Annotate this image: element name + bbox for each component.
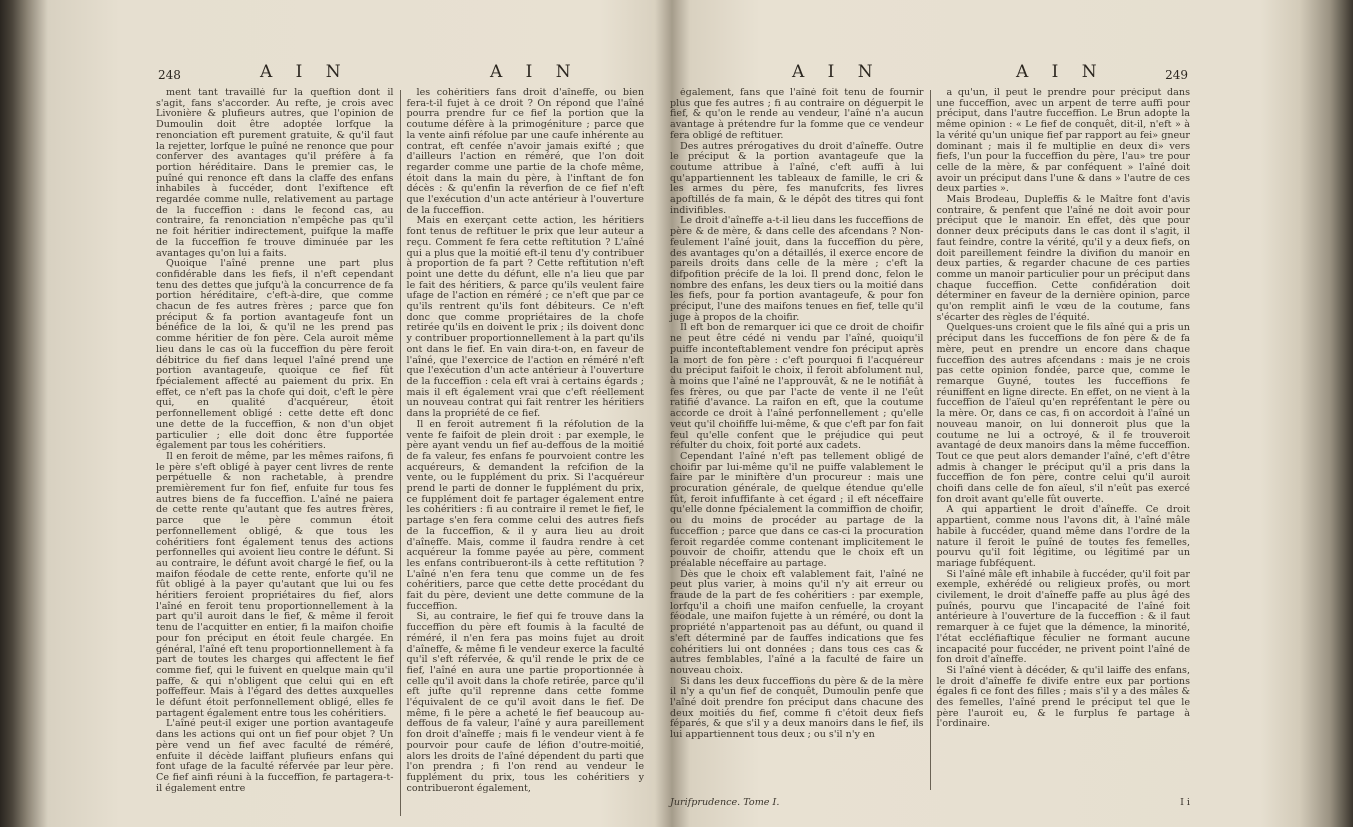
paragraph: Des autres prérogatives du droit d'aîneffe. Outre le préciput & la portion avantageufe que la coutume attribue à l'aîné, c'eft auffi à lui qu'appartiennent les tableaux de famille, le cri & les armes du père, fes manufcrits, fes livres apoftillés de fa main, & le dépôt des titres qui font indivifibles.	[670, 140, 924, 216]
paragraph: Quelques-uns croient que le fils aîné qui a pris un préciput dans les fucceffions de fon père & de fa mère, peut en prendre un encore dans chaque fucceffion des autres afcendans : mais je ne crois pas cette opinion fondée, parce que, comme le remarque Guyné, toutes les fucceffions fe réuniffent en ligne directe. En effet, on ne vient à la fucceffion de l'aïeul qu'en repréfentant le père ou la mère. Or, dans ce cas, fi on accordoit à l'aîné un nouveau manoir, on lui donneroit plus que la coutume ne lui a octroyé, & il fe trouveroit avantagé de deux manoirs dans la même fucceffion. Tout ce que peut alors demander l'aîné, c'eft d'être admis à changer le préciput qu'il a pris dans la fucceffion de fon père, contre celui qu'il auroit choifi dans celle de fon aïeul, s'il n'eût pas exercé fon droit avant qu'elle fût ouverte.	[936, 322, 1190, 505]
paragraph: ment tant travaillé fur la queftion dont il s'agit, fans s'accorder. Au refte, je crois avec Livonière & plufieurs autres, que l'opinion de Dumoulin doit être adoptée lorfque la renonciation eft purement gratuite, & qu'il faut la rejetter, lorfque le puîné ne renonce que pour conferver des avantages qu'il préfère à fa portion héréditaire. Dans le premier cas, le puîné qui renonce eft dans la claffe des enfans inhabiles à fuccéder, dont l'exiftence eft regardée comme nulle, relativement au partage de la fucceffion : dans le fecond cas, au contraire, fa renonciation n'empêche pas qu'il ne foit héritier indirectement, puifque la maffe de la fucceffion fe trouve diminuée par les avantages qu'on lui a faits.	[156, 88, 394, 259]
signature-line: Jurifprudence. Tome I.	[670, 797, 780, 808]
right-page-header	[664, 58, 1196, 86]
paragraph: également, fans que l'aîné foit tenu de fournir plus que fes autres ; fi au contraire on déguerpit le fief, & qu'on le rende au vendeur, l'aîné n'a aucun avantage à prétendre fur la fomme que ce vendeur fera obligé de reftituer.	[670, 88, 924, 141]
paragraph: a qu'un, il peut le prendre pour préciput dans une fucceffion, avec un arpent de terre auffi pour préciput, dans l'autre fucceffion. Le Brun adopte la même opinion : « Le fief de conquêt, dit-il, n'eft » à la vérité qu'un unique fief par rapport au fei» gneur dominant ; mais il fe multiplie en deux di» vers fiefs, l'un pour la fucceffion du père, l'au» tre pour celle de la mère, & par conféquent » l'aîné doit avoir un préciput dans l'une & dans » l'autre de ces deux parties ».	[936, 88, 1190, 195]
paragraph: Mais Brodeau, Dupleffis & le Maître font d'avis contraire, & penfent que l'aîné ne doit avoir pour préciput que le manoir. En effet, dès que pour donner deux préciputs dans le cas dont il s'agit, il faut feindre, contre la vérité, qu'il y a deux fiefs, on doit pareillement feindre la divifion du manoir en deux parties, & regarder chacune de ces parties comme un manoir particulier pour un préciput dans chaque fucceffion. Cette confidération doit déterminer en faveur de la dernière opinion, parce qu'on remplit ainfi le vœu de la coutume, fans s'écarter des règles de l'équité.	[936, 194, 1190, 323]
running-head: A I N	[792, 62, 882, 82]
paragraph: Mais en exerçant cette action, les héritiers font tenus de reftituer le prix que leur auteur a reçu. Comment fe fera cette reftitution ? L'aîné qui a plus que la moitié eft-il tenu d'y contribuer à proportion de fa part ? Cette reftitution n'eft point une dette du défunt, elle n'a lieu que par le fait des héritiers, & parce qu'ils veulent faire ufage de l'action en réméré ; ce n'eft que par ce qu'ils rentrent qu'ils font débiteurs. Ce n'eft donc que comme propriétaires de la chofe retirée qu'ils en doivent le prix ; ils doivent donc y contribuer proportionnellement à la part qu'ils ont dans le fief. En vain dira-t-on, en faveur de l'aîné, que l'exercice de l'action en réméré n'eft que l'exécution d'un acte antérieur à l'ouverture de la fucceffion : cela eft vrai à certains égards ; mais il eft également vrai que c'eft réellement un nouveau contrat qui fait rentrer les héritiers dans la propriété de ce fief.	[406, 215, 644, 420]
text-column	[664, 88, 930, 792]
paragraph: Si l'aîné vient à décéder, & qu'il laiffe des enfans, le droit d'aîneffe fe divife entre eux par portions égales fi ce font des filles ; mais s'il y a des mâles & des femelles, l'aîné prend le préciput tel que le père l'auroit eu, & le furplus fe partage à l'ordinaire.	[936, 664, 1190, 730]
paragraph: Il eft bon de remarquer ici que ce droit de choifir ne peut être cédé ni vendu par l'aîné, quoiqu'il puiffe inconteftablement vendre fon préciput après la mort de fon père : c'eft pourquoi fi l'acquéreur du préciput faifoit le choix, il feroit abfolument nul, à moins que l'aîné ne l'approuvât, & ne le notifiât à fes frères, ou que par l'acte de vente il ne l'eût ratifié d'avance. La raifon en eft, que la coutume accorde ce droit à l'aîné perfonnellement ; qu'elle veut qu'il choififfe lui-même, & que c'eft par fon fait feul qu'elle confent que le préjudice qui peut réfulter du choix, foit porté aux cadets.	[670, 322, 924, 452]
running-head: A I N	[490, 62, 580, 82]
paragraph: Cependant l'aîné n'eft pas tellement obligé de choifir par lui-même qu'il ne puiffe valablement le faire par le miniftère d'un procureur : mais une procuration générale, de quelque étendue qu'elle fût, feroit infuffifante à cet égard ; il eft néceffaire qu'elle donne fpécialement la commiffion de choifir, ou du moins de procéder au partage de la fucceffion ; parce que dans ce cas-ci la procuration feroit regardée comme contenant implicitement le pouvoir de choifir, attendu que le choix eft un préalable néceffaire au partage.	[670, 450, 924, 569]
paragraph: Il en feroit de même, par les mêmes raifons, fi le père s'eft obligé à payer cent livres de rente perpétuelle & non rachetable, à prendre premièrement fur fon fief, enfuite fur tous fes autres biens de fa fucceffion. L'aîné ne paiera de cette rente qu'autant que fes autres frères, parce que le père commun étoit perfonnellement obligé, & que tous les cohéritiers font également tenus des actions perfonnelles qui avoient lieu contre le défunt. Si au contraire, le défunt avoit chargé le fief, ou la maifon féodale de cette rente, enforte qu'il ne fût obligé à la payer qu'autant que lui ou fes héritiers feroient propriétaires du fief, alors l'aîné en feroit tenu proportionnellement à la part qu'il auroit dans le fief, & même il feroit tenu de l'acquitter en entier, fi la maifon choifie pour fon préciput en étoit feule chargée. En général, l'aîné eft tenu proportionnellement à fa part de toutes les charges qui affectent le fief comme fief, qui le fuivent en quelque main qu'il paffe, & qui n'obligent que celui qui en eft poffeffeur. Mais à l'égard des dettes auxquelles le défunt étoit perfonnellement obligé, elles fe partagent également entre tous les cohéritiers.	[156, 450, 394, 719]
paragraph: Si dans les deux fucceffions du père & de la mère il n'y a qu'un fief de conquêt, Dumoulin penfe que l'aîné doit prendre fon préciput dans chacune des deux moitiés du fief, comme fi c'étoit deux fiefs féparés, & que s'il y a deux manoirs dans le fief, ils lui appartiennent tous deux ; ou s'il n'y en	[670, 675, 924, 741]
paragraph: Quoique l'aîné prenne une part plus confidérable dans les fiefs, il n'eft cependant tenu des dettes que jufqu'à la concurrence de fa portion héréditaire, c'eft-à-dire, que comme chacun de fes autres frères ; parce que fon préciput & fa portion avantageufe font un bénéfice de la loi, & qu'il ne les prend pas comme héritier de fon père. Cela auroit même lieu dans le cas où la fucceffion du père feroit débitrice du fief dans lequel l'aîné prend une portion avantageufe, quoique ce fief fût fpécialement affecté au paiement du prix. En effet, ce n'eft pas la chofe qui doit, c'eft le père qui, en qualité d'acquéreur, étoit perfonnellement obligé : cette dette eft donc une dette de la fucceffion, & non d'un objet particulier ; elle doit donc être fupportée également par tous les cohéritiers.	[156, 258, 394, 452]
left-page-header	[150, 58, 650, 86]
paragraph: Si, au contraire, le fief qui fe trouve dans la fucceffion du père eft foumis à la faculté de réméré, il n'en fera pas moins fujet au droit d'aîneffe, & même fi le vendeur exerce la faculté qu'il s'eft réfervée, & qu'il rende le prix de ce fief, l'aîné en aura une partie proportionnée à celle qu'il avoit dans la chofe retirée, parce qu'il eft jufte qu'il reprenne dans cette fomme l'équivalent de ce qu'il avoit dans le fief. De même, fi le père a acheté le fief beaucoup au-deffous de fa valeur, l'aîné y aura pareillement fon droit d'aîneffe ; mais fi le vendeur vient à fe pourvoir pour caufe de léfion d'outre-moitié, alors les droits de l'aîné dépendent du parti que l'on prendra ; fi l'on rend au vendeur le fupplément du prix, tous les cohéritiers y contribueront également,	[406, 611, 644, 794]
paragraph: Si l'aîné mâle eft inhabile à fuccéder, qu'il foit par exemple, exhérédé ou religieux profès, ou mort civilement, le droit d'aîneffe paffe au plus âgé des puînés, pourvu que l'incapacité de l'aîné foit antérieure à l'ouverture de la fucceffion : & il faut remarquer à ce fujet que la démence, la minorité, l'état eccléfiaftique féculier ne formant aucune incapacité pour fuccéder, ne privent point l'aîné de fon droit d'aîneffe.	[936, 568, 1190, 666]
signature-mark: I i	[1180, 797, 1190, 808]
page-number: 249	[1165, 68, 1188, 82]
paragraph: L'aîné peut-il exiger une portion avantageufe dans les actions qui ont un fief pour objet ? Un père vend un fief avec faculté de réméré, enfuite il décède laiffant plufieurs enfans qui font ufage de la faculté réfervée par leur père. Ce fief ainfi réuni à la fucceffion, fe partagera-t-il également entre	[156, 718, 394, 794]
left-page	[150, 58, 650, 818]
paragraph: Dès que le choix eft valablement fait, l'aîné ne peut plus varier, à moins qu'il n'y ait erreur ou fraude de la part de fes cohéritiers : par exemple, lorfqu'il a choifi une maifon cenfuelle, la croyant féodale, une maifon fujette à un réméré, ou dont la propriété n'appartenoit pas au défunt, ou quand il s'eft déterminé par de fauffes indications que fes cohéritiers lui ont données ; dans tous ces cas & autres femblables, l'aîné a la faculté de faire un nouveau choix.	[670, 568, 924, 676]
paragraph: A qui appartient le droit d'aîneffe. Ce droit appartient, comme nous l'avons dit, à l'aîné mâle habile à fuccéder, quand même dans l'ordre de la nature il feroit le puîné de toutes fes femelles, pourvu qu'il foit légitime, ou légitimé par un mariage fubféquent.	[936, 504, 1190, 569]
text-column	[150, 88, 400, 818]
text-column	[401, 88, 651, 818]
running-head: A I N	[260, 62, 350, 82]
running-head: A I N	[1016, 62, 1106, 82]
right-page	[664, 58, 1196, 818]
page-footer	[670, 797, 1190, 808]
paragraph: Le droit d'aîneffe a-t-il lieu dans les fucceffions de père & de mère, & dans celle des afcendans ? Non-feulement l'aîné jouit, dans la fucceffion du père, des avantages qu'on a détaillés, il exerce encore de pareils droits dans celle de la mère ; c'eft la difpofition précife de la loi. Il prend donc, felon le nombre des enfans, les deux tiers ou la moitié dans les fiefs, pour fa portion avantageufe, & pour fon préciput, l'une des maifons tenues en fief, telle qu'il juge à propos de la choifir.	[670, 215, 924, 323]
text-column	[931, 88, 1197, 792]
paragraph: Il en feroit autrement fi la réfolution de la vente fe faifoit de plein droit : par exemple, le père ayant vendu un fief au-deffous de la moitié de fa valeur, fes enfans fe pourvoient contre les acquéreurs, & demandent la refcifion de la vente, ou le fupplément du prix. Si l'acquéreur prend le parti de donner le fupplément du prix, ce fupplément doit fe partager également entre les cohéritiers : fi au contraire il remet le fief, le partage s'en fera comme celui des autres fiefs de la fucceffion, & il y aura lieu au droit d'aîneffe. Mais, comme il faudra rendre à cet acquéreur la fomme payée au père, comment les enfans contribueront-ils à cette reftitution ? L'aîné n'en fera tenu que comme un de fes cohéritiers, parce que cette dette procédant du fait du père, devient une dette commune de la fucceffion.	[406, 418, 644, 612]
page-number: 248	[158, 68, 181, 82]
paragraph: les cohéritiers fans droit d'aîneffe, ou bien fera-t-il fujet à ce droit ? On répond que l'aîné pourra prendre fur ce fief la portion que la coutume défère à la primogéniture ; parce que la vente ainfi réfolue par une caufe inhérente au contrat, eft cenfée n'avoir jamais exifté ; que d'ailleurs l'action en réméré, que l'on doit regarder comme une partie de la chofe même, étoit dans la main du père, à l'inftant de fon décès : & qu'enfin la réverfion de ce fief n'eft que l'exécution d'un acte antérieur à l'ouverture de la fucceffion.	[406, 88, 644, 216]
